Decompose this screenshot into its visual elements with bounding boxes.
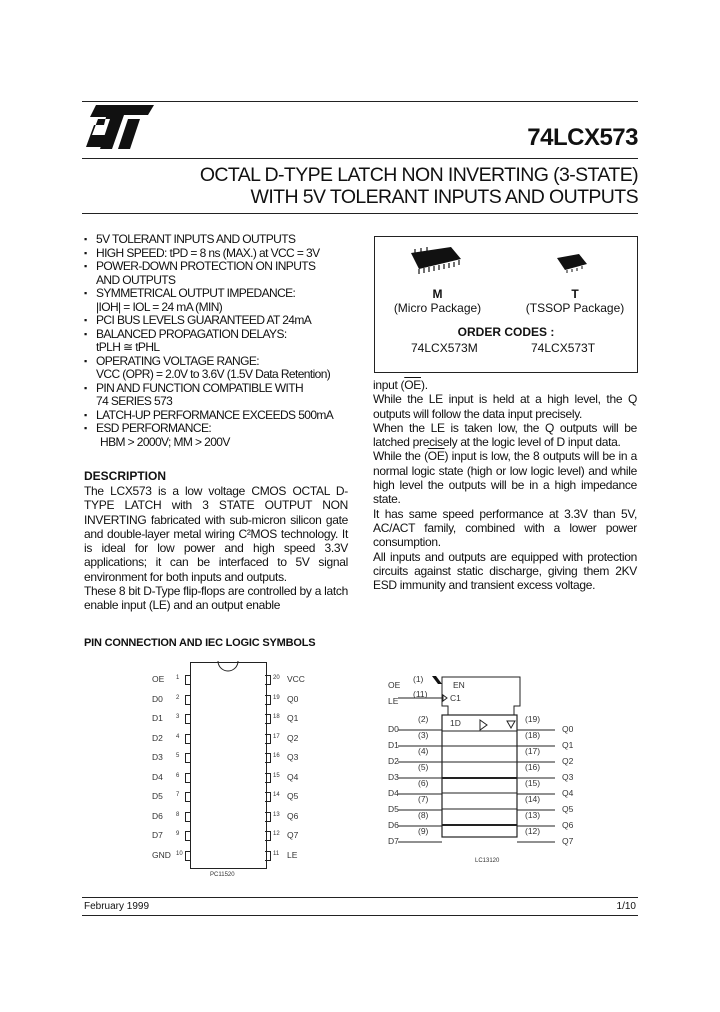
description-paragraph: While the $(\overline{OE})$ input is low, the 8 outputs will be in a normal logic state (high or low logic level) and while high level the outputs will be in a high impedance state. (373, 449, 637, 507)
description-paragraph: All inputs and outputs are equipped with protection circuits against static discharge, giving them 2KV ESD immunity and transient excess voltage. (373, 549, 637, 593)
iec-input-name: D3 (388, 772, 399, 782)
feature-item: ▪ POWER-DOWN PROTECTION ON INPUTS AND OUTPUTS (84, 259, 316, 287)
left-pin-name: D2 (152, 732, 163, 743)
tssop-package-icon (555, 252, 589, 274)
footer-bottom-rule (82, 915, 638, 916)
iec-input-name: D7 (388, 836, 399, 846)
left-pin-name: OE (152, 674, 165, 684)
iec-output-name: Q1 (562, 740, 574, 750)
iec-output-pin: (18) (525, 730, 541, 740)
left-pin-number: 10 (176, 850, 183, 857)
description-paragraph: It has same speed performance at 3.3V than 5V, AC/ACT family, combined with a lower power consumption. (373, 506, 637, 550)
iec-input-name: D6 (388, 820, 399, 830)
iec-input-name: D4 (388, 788, 399, 798)
iec-input-name: D1 (388, 740, 399, 750)
iec-input-pin: (5) (418, 762, 429, 772)
right-pin (265, 792, 271, 802)
iec-code: LC13120 (475, 858, 500, 864)
left-pin (185, 734, 191, 744)
feature-item: ▪ BALANCED PROPAGATION DELAYS: tPLH ≅ tPHL (84, 326, 287, 354)
left-pin (185, 695, 191, 705)
right-pin-number: 15 (273, 772, 280, 779)
order-codes-heading: ORDER CODES : (457, 325, 555, 339)
package-t: T (TSSOP Package) (525, 287, 625, 315)
iec-output-pin: (19) (525, 714, 541, 724)
iec-output-pin: (15) (525, 778, 541, 788)
feature-item: ▪ LATCH-UP PERFORMANCE EXCEEDS 500mA (84, 407, 334, 422)
right-pin-name: Q2 (287, 732, 299, 743)
right-pin-number: 19 (273, 694, 280, 701)
right-pin-name: Q4 (287, 771, 299, 782)
left-pin (185, 812, 191, 822)
left-pin (185, 851, 191, 861)
feature-item: ▪ ESD PERFORMANCE: HBM > 2000V; MM > 200V (84, 421, 230, 449)
order-code-m: 74LCX573M (411, 341, 478, 355)
left-pin-name: D6 (152, 810, 163, 821)
right-pin (265, 851, 271, 861)
iec-output-pin: (12) (525, 826, 541, 836)
right-pin-name: Q3 (287, 752, 299, 762)
iec-input-pin: (9) (418, 826, 429, 836)
right-pin-number: 12 (273, 831, 280, 837)
iec-oe-pin: (1) (413, 674, 424, 684)
so20-package-icon (405, 247, 463, 275)
iec-output-pin: (16) (525, 762, 541, 772)
dip-package-outline (190, 662, 267, 869)
left-pin-name: D7 (152, 830, 163, 840)
left-pin-number: 4 (176, 733, 180, 740)
iec-input-pin: (8) (418, 810, 429, 820)
right-pin-number: 17 (273, 733, 280, 740)
left-pin-number: 9 (176, 831, 180, 837)
description-paragraph: These 8 bit D-Type flip-flops are controlled by a latch enable input (LE) and an output enable (84, 584, 348, 613)
title-rule (82, 158, 638, 159)
iec-input-pin: (3) (418, 730, 429, 740)
left-pin-number: 2 (176, 694, 180, 701)
description-paragraph: While the LE input is held at a high level, the Q outputs will follow the data input precisely. (373, 392, 637, 421)
iec-output-pin: (13) (525, 810, 541, 820)
description-paragraph: When the LE is taken low, the Q outputs will be latched precisely at the logic level of D input data. (373, 420, 637, 450)
left-pin (185, 753, 191, 763)
feature-item: ▪ SYMMETRICAL OUTPUT IMPEDANCE: |IOH| = IOL = 24 mA (MIN) (84, 286, 296, 314)
left-pin (185, 792, 191, 802)
left-pin-name: D1 (152, 713, 163, 723)
left-pin-name: D3 (152, 752, 163, 762)
footer-date: February 1999 (84, 901, 150, 912)
title-line-1: OCTAL D-TYPE LATCH NON INVERTING (3-STATE) (199, 164, 638, 186)
right-pin-number: 11 (273, 850, 280, 857)
right-pin-number: 20 (273, 675, 280, 681)
right-pin-name: Q1 (287, 713, 299, 723)
right-pin-number: 18 (273, 714, 280, 720)
feature-item: ▪ 5V TOLERANT INPUTS AND OUTPUTS (84, 232, 296, 246)
right-pin-number: 16 (273, 753, 280, 759)
iec-input-name: D5 (388, 804, 399, 814)
description-left-column (84, 484, 348, 613)
description-heading: DESCRIPTION (84, 469, 167, 483)
right-pin-name: Q0 (287, 693, 299, 704)
chip-top-edge (190, 662, 267, 663)
description-right-column (373, 378, 637, 592)
right-pin-name: Q5 (287, 791, 299, 801)
left-pin-name: GND (152, 849, 171, 860)
left-pin-number: 8 (176, 811, 180, 818)
right-pin-name: VCC (287, 674, 305, 684)
right-pin-number: 14 (273, 792, 280, 798)
title-line-2: WITH 5V TOLERANT INPUTS AND OUTPUTS (250, 186, 638, 208)
iec-input-pin: (7) (418, 794, 429, 804)
iec-output-name: Q4 (562, 788, 574, 798)
left-pin-number: 3 (176, 714, 180, 720)
feature-item: ▪ OPERATING VOLTAGE RANGE: VCC (OPR) = 2.0V to 3.6V (1.5V Data Retention) (84, 353, 331, 381)
iec-input-pin: (6) (418, 778, 429, 788)
right-pin (265, 734, 271, 744)
iec-input-name: D2 (388, 756, 399, 766)
description-paragraph: The LCX573 is a low voltage CMOS OCTAL D-TYPE LATCH with 3 STATE OUTPUT NON INVERTING fabricated with sub-micron silicon gate and double-layer metal wiring C²MOS technology. It is ideal for low power and high speed 3.3V applications; it can be interfaced to 5V signal environment for both inputs and outputs. (84, 484, 348, 584)
iec-1d-label: 1D (450, 718, 461, 728)
top-rule (82, 101, 638, 102)
package-m: M (Micro Package) (393, 287, 482, 315)
iec-output-name: Q2 (562, 756, 574, 766)
right-pin-name: LE (287, 849, 298, 860)
right-pin (265, 714, 271, 724)
left-pin (185, 773, 191, 783)
iec-output-name: Q5 (562, 804, 574, 814)
iec-oe-label: OE (388, 680, 401, 690)
left-pin-number: 6 (176, 772, 180, 779)
package-box (374, 236, 638, 373)
iec-c1-label: C1 (450, 693, 461, 703)
left-pin (185, 714, 191, 724)
left-pin-number: 5 (176, 753, 180, 759)
right-pin (265, 695, 271, 705)
feature-item: ▪ HIGH SPEED: tPD = 8 ns (MAX.) at VCC = 3V (84, 245, 320, 260)
iec-le-label: LE (388, 696, 399, 706)
left-pin (185, 831, 191, 841)
right-pin (265, 753, 271, 763)
left-pin-number: 7 (176, 792, 180, 798)
iec-output-name: Q7 (562, 836, 574, 846)
order-code-t: 74LCX573T (531, 341, 596, 355)
iec-en-label: EN (453, 680, 465, 690)
right-pin-number: 13 (273, 811, 280, 818)
right-pin (265, 675, 271, 685)
feature-list (84, 233, 364, 449)
left-pin (185, 675, 191, 685)
description-paragraph: input $(\overline{OE})$. (373, 378, 428, 392)
right-pin-name: Q7 (287, 830, 299, 840)
iec-logic-symbol (380, 672, 580, 852)
document-title (200, 164, 638, 208)
iec-output-name: Q3 (562, 772, 574, 782)
right-pin (265, 773, 271, 783)
right-pin (265, 812, 271, 822)
left-pin-name: D0 (152, 693, 163, 704)
title-bottom-rule (82, 213, 638, 214)
feature-item: ▪ PCI BUS LEVELS GUARANTEED AT 24mA (84, 313, 312, 327)
page-number: 1/10 (616, 901, 636, 912)
iec-input-name: D0 (388, 724, 399, 734)
right-pin (265, 831, 271, 841)
right-pin-name: Q6 (287, 810, 299, 821)
st-logo-icon (86, 105, 154, 151)
footer-top-rule (82, 897, 638, 898)
pin-section-heading: PIN CONNECTION AND IEC LOGIC SYMBOLS (84, 637, 316, 649)
iec-output-name: Q0 (562, 724, 574, 734)
part-number: 74LCX573 (527, 124, 638, 151)
iec-input-pin: (4) (418, 746, 429, 756)
chip-code: PC11520 (210, 872, 235, 878)
left-pin-number: 1 (176, 675, 180, 681)
iec-output-pin: (17) (525, 746, 541, 756)
iec-output-name: Q6 (562, 820, 574, 830)
iec-output-pin: (14) (525, 794, 541, 804)
iec-le-pin: (11) (413, 689, 428, 699)
iec-input-pin: (2) (418, 714, 429, 724)
feature-item: ▪ PIN AND FUNCTION COMPATIBLE WITH 74 SERIES 573 (84, 380, 304, 408)
left-pin-name: D5 (152, 791, 163, 801)
left-pin-name: D4 (152, 771, 163, 782)
